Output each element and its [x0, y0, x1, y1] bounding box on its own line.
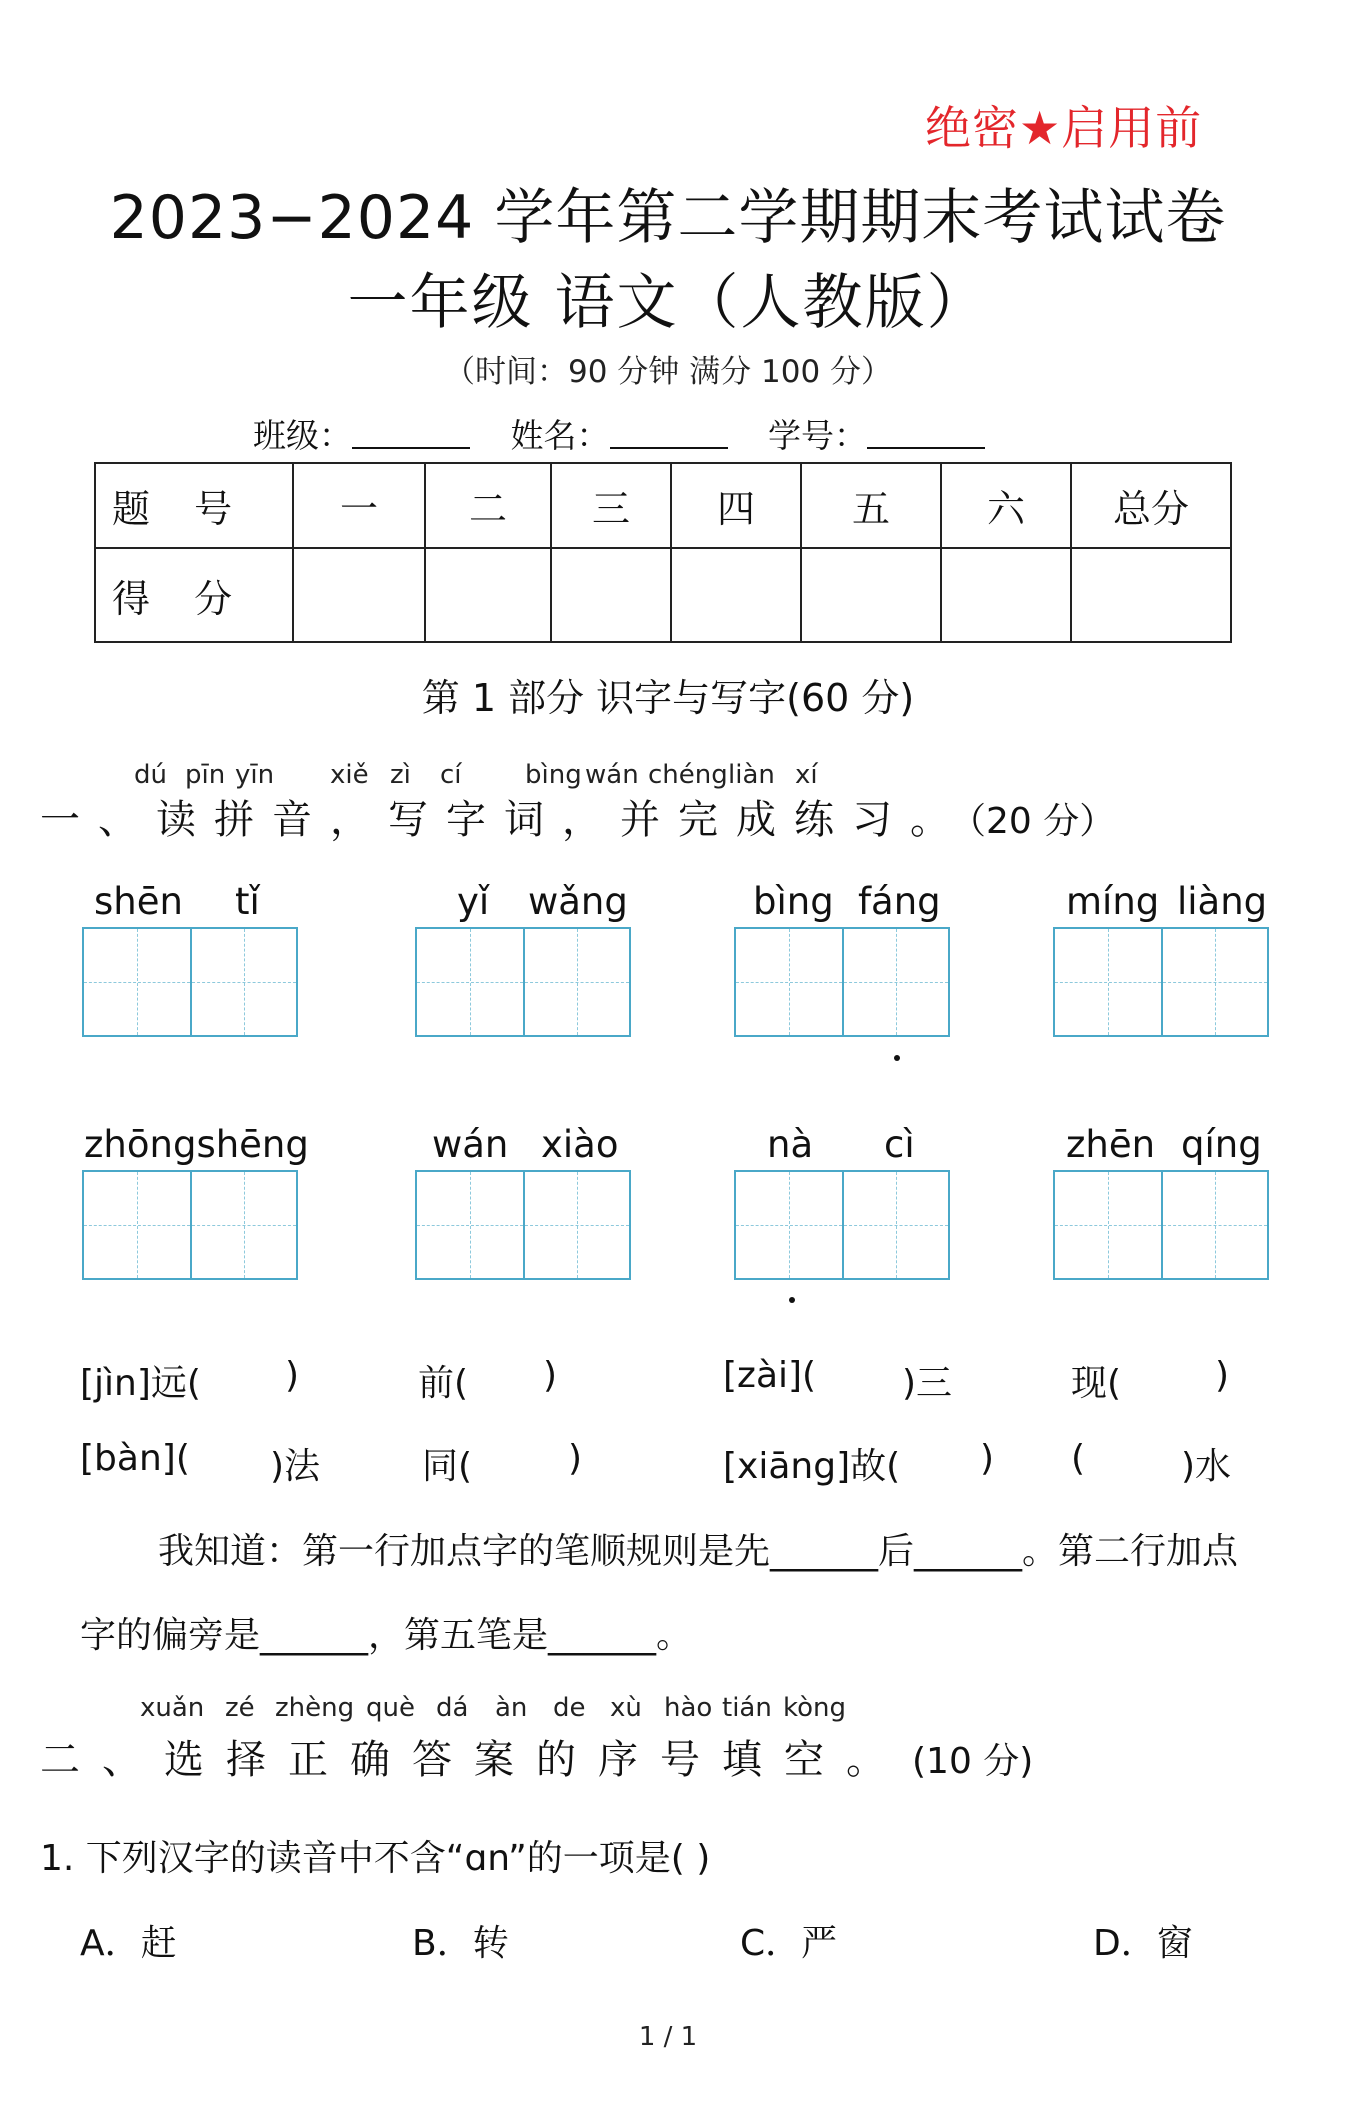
q2-score: (10 分): [912, 1741, 1034, 1782]
score-cell-total[interactable]: [1071, 548, 1231, 642]
page-number: 1 / 1: [638, 2022, 698, 2052]
q1-pinyin-yin: yīn: [235, 760, 275, 790]
q2-pinyin-ze: zé: [225, 1693, 255, 1723]
word7-pinyin-1: nà: [767, 1123, 814, 1166]
emphasis-dot: [789, 1297, 795, 1303]
grid-cell[interactable]: [84, 929, 190, 1035]
q1-score: （20 分）: [968, 801, 1116, 842]
grid-cell[interactable]: [1161, 1172, 1267, 1278]
option-d[interactable]: D．窗: [1093, 1923, 1193, 1964]
grid-cell[interactable]: [417, 929, 523, 1035]
fill2-c-close: ): [980, 1438, 995, 1479]
emphasis-dot: [894, 1055, 900, 1061]
word2-pinyin-1: yǐ: [457, 880, 490, 923]
word8-pinyin-1: zhēn: [1066, 1123, 1156, 1166]
q1-heading-text: 一、读拼音，写字词，并完成练习。: [40, 797, 968, 843]
score-cell-5[interactable]: [801, 548, 941, 642]
word5-pinyin: zhōngshēng: [84, 1123, 309, 1166]
grid-cell[interactable]: [523, 1172, 629, 1278]
q2-pinyin-tian: tián: [722, 1693, 772, 1723]
q1-pinyin-du: dú: [134, 760, 167, 790]
score-cell-4[interactable]: [671, 548, 801, 642]
grid-cell[interactable]: [842, 929, 948, 1035]
writing-grid-word8[interactable]: [1053, 1170, 1269, 1280]
grid-cell[interactable]: [1161, 929, 1267, 1035]
fill1-c-close: )三: [902, 1363, 953, 1404]
fill2-b-close: ): [568, 1438, 583, 1479]
grid-cell[interactable]: [523, 929, 629, 1035]
writing-grid-word5[interactable]: [82, 1170, 298, 1280]
q2-heading: [40, 1728, 1033, 1785]
exam-title: 2023−2024 学年第二学期期末考试试卷: [109, 183, 1227, 253]
writing-grid-word7[interactable]: [734, 1170, 950, 1280]
col-5: 五: [801, 463, 941, 548]
name-label: 姓名：: [510, 416, 610, 455]
q2-pinyin-an: àn: [495, 1693, 528, 1723]
writing-grid-word6[interactable]: [415, 1170, 631, 1280]
col-1: 一: [293, 463, 425, 548]
q2-pinyin-da: dá: [436, 1693, 469, 1723]
q2-pinyin-que: què: [366, 1693, 415, 1723]
q2-item-1: 1. 下列汉字的读音中不含“ɑn”的一项是( ): [40, 1838, 711, 1879]
know-line-1: 我知道：第一行加点字的笔顺规则是先______后______。第二行加点: [158, 1531, 1239, 1572]
grid-cell[interactable]: [84, 1172, 190, 1278]
score-cell-6[interactable]: [941, 548, 1071, 642]
word8-pinyin-2: qíng: [1181, 1123, 1262, 1166]
word3-pinyin-2: fáng: [858, 880, 941, 923]
grid-cell[interactable]: [736, 1172, 842, 1278]
grid-cell[interactable]: [736, 929, 842, 1035]
q1-pinyin-xie: xiě: [330, 760, 369, 790]
fill2-d-close: )水: [1181, 1446, 1232, 1487]
grid-cell[interactable]: [842, 1172, 948, 1278]
q1-pinyin-wan: wán: [585, 760, 639, 790]
question-number-label: 题 号: [95, 463, 293, 548]
q1-pinyin-pin: pīn: [185, 760, 226, 790]
writing-grid-word2[interactable]: [415, 927, 631, 1037]
option-c[interactable]: C．严: [740, 1923, 838, 1964]
confidential-mark: 绝密★启用前: [925, 101, 1203, 155]
student-info-line: [253, 410, 1015, 457]
word1-pinyin-1: shēn: [94, 880, 183, 923]
word6-pinyin-1: wán: [432, 1123, 509, 1166]
know-line-2: 字的偏旁是______，第五笔是______。: [80, 1615, 693, 1656]
option-b[interactable]: B．转: [412, 1923, 509, 1964]
fill1-a-close: ): [285, 1355, 300, 1396]
score-label: 得 分: [95, 548, 293, 642]
grid-cell[interactable]: [190, 929, 296, 1035]
q1-pinyin-lian: liàn: [728, 760, 775, 790]
time-info: （时间：90 分钟 满分 100 分）: [443, 354, 893, 390]
writing-grid-word3[interactable]: [734, 927, 950, 1037]
fill1-d-open: 现(: [1071, 1363, 1122, 1404]
score-cell-3[interactable]: [551, 548, 671, 642]
fill2-a-open: [bàn](: [80, 1438, 190, 1479]
q1-pinyin-bing: bìng: [525, 760, 582, 790]
col-total: 总分: [1071, 463, 1231, 548]
exam-subtitle: 一年级 语文（人教版）: [347, 268, 989, 338]
q1-pinyin-zi: zì: [390, 760, 411, 790]
q1-heading: [40, 788, 1115, 845]
q1-pinyin-ci: cí: [440, 760, 462, 790]
q2-pinyin-xu: xù: [610, 1693, 642, 1723]
option-a[interactable]: A．赶: [80, 1923, 177, 1964]
id-label: 学号：: [768, 416, 867, 455]
fill1-b-open: 前(: [418, 1363, 469, 1404]
word1-pinyin-2: tǐ: [235, 880, 260, 923]
col-4: 四: [671, 463, 801, 548]
score-table: [94, 462, 1232, 643]
word2-pinyin-2: wǎng: [528, 880, 628, 923]
col-6: 六: [941, 463, 1071, 548]
writing-grid-word4[interactable]: [1053, 927, 1269, 1037]
col-3: 三: [551, 463, 671, 548]
score-table-score-row: [95, 548, 1231, 642]
q1-pinyin-cheng: chéng: [648, 760, 728, 790]
q2-pinyin-xuan: xuǎn: [140, 1693, 205, 1723]
class-label: 班级：: [253, 416, 352, 455]
q2-pinyin-hao: hào: [664, 1693, 713, 1723]
word6-pinyin-2: xiào: [541, 1123, 619, 1166]
fill1-a-open: [jìn]远(: [80, 1363, 201, 1404]
word4-pinyin-1: míng: [1066, 880, 1160, 923]
fill1-b-close: ): [543, 1355, 558, 1396]
part1-title: 第 1 部分 识字与写字(60 分): [421, 676, 915, 720]
word4-pinyin-2: liàng: [1177, 880, 1268, 923]
fill1-c-open: [zài](: [723, 1355, 817, 1396]
q2-pinyin-kong: kòng: [783, 1693, 847, 1723]
fill2-c-open: [xiāng]故(: [723, 1446, 901, 1487]
fill2-b-open: 同(: [422, 1446, 473, 1487]
word7-pinyin-2: cì: [884, 1123, 915, 1166]
fill1-d-close: ): [1215, 1355, 1230, 1396]
col-2: 二: [425, 463, 551, 548]
fill2-d-open: (: [1071, 1438, 1086, 1479]
id-blank[interactable]: [867, 419, 985, 449]
word3-pinyin-1: bìng: [753, 880, 834, 923]
fill2-a-close: )法: [270, 1446, 321, 1487]
q2-pinyin-de: de: [553, 1693, 586, 1723]
grid-cell[interactable]: [190, 1172, 296, 1278]
grid-cell[interactable]: [1055, 929, 1161, 1035]
writing-grid-word1[interactable]: [82, 927, 298, 1037]
name-blank[interactable]: [610, 419, 728, 449]
q2-heading-text: 二、选择正确答案的序号填空。: [40, 1737, 908, 1783]
score-cell-1[interactable]: [293, 548, 425, 642]
score-cell-2[interactable]: [425, 548, 551, 642]
q1-pinyin-xi: xí: [795, 760, 818, 790]
class-blank[interactable]: [352, 419, 470, 449]
grid-cell[interactable]: [417, 1172, 523, 1278]
score-table-header-row: [95, 463, 1231, 548]
grid-cell[interactable]: [1055, 1172, 1161, 1278]
q2-pinyin-zheng: zhèng: [275, 1693, 355, 1723]
